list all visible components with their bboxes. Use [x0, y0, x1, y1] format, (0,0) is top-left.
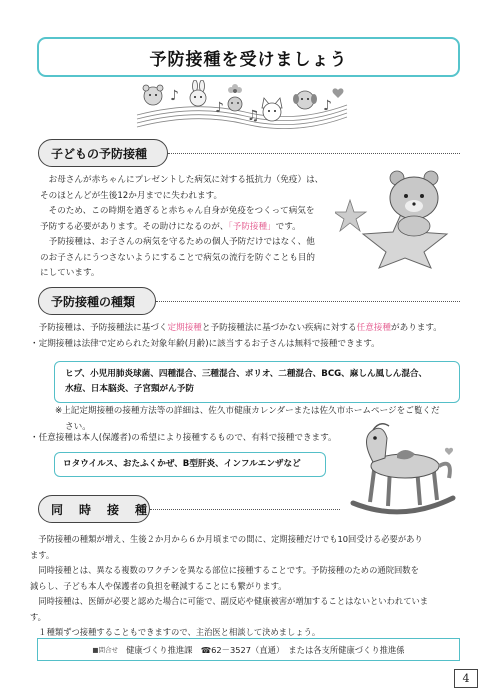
contact-text: 健康づくり推進課 ☎62－3527（直通） または各支所健康づくり推進係 [126, 644, 405, 655]
music-animals-illustration [135, 80, 350, 135]
section3-line: す。 [30, 611, 46, 622]
nin-vaccine-list: ロタウイルス、おたふくかぜ、B型肝炎、インフルエンザなど [54, 452, 326, 477]
heart-icon [443, 446, 455, 458]
small-bear-icon [228, 97, 242, 111]
section1-line: そのため、この時期を過ぎると赤ちゃん自身が免疫をつくって病気を [40, 206, 315, 216]
section1-line: 予防接種は、お子さんの病気を守るための個人予防だけではなく、他 [40, 237, 315, 247]
flower-icon [228, 84, 242, 93]
rocking-horse-illustration [345, 418, 460, 518]
section1-line: のお子さんにうつさないようにすることで病気の流行を防ぐことも目的 [40, 252, 316, 263]
section1-body [40, 173, 323, 282]
section1-line: にしています。 [40, 268, 100, 278]
page-title: 予防接種を受けましょう [149, 49, 348, 70]
section2-body [30, 321, 442, 352]
section2-line: ・定期接種は法律で定められた対象年齢(月齢)に該当するお子さんは無料で接種できます。 [30, 338, 380, 349]
section3-line: 同時接種は、医師が必要と認めた場合に可能で、副反応や健康被害が増加することはないといわれていま [30, 596, 429, 606]
section-divider [150, 509, 340, 510]
section1-line: そのほとんどが生後12か月までに失われます。 [40, 190, 223, 201]
bear-on-star-illustration [335, 160, 460, 270]
section3-line: 減らし、子ども本人や保護者の負担を軽減することにも繋がります。 [30, 580, 287, 591]
section1-line: 予防する必要があります。その助けになるのが、「予防接種」です。 [40, 221, 301, 232]
svg-text:♪: ♪ [323, 98, 332, 114]
section3-line: 同時接種とは、異なる複数のワクチンを異なる部位に接種することです。予防接種のための通院回数を [30, 565, 419, 575]
heart-icon [333, 88, 344, 98]
dog-icon [293, 91, 317, 109]
svg-text:♪: ♪ [170, 88, 179, 104]
small-star-icon [335, 200, 366, 231]
contact-label: ■問合せ [92, 646, 119, 654]
page-title-box [37, 37, 460, 77]
section-heading-types: 予防接種の種類 [38, 287, 156, 315]
section-divider [156, 301, 460, 302]
section1-line: お母さんが赤ちゃんにプレゼントした病気に対する抵抗力（免疫）は、 [40, 175, 324, 185]
section-heading-children: 子どもの予防接種 [38, 139, 168, 167]
section-heading-simultaneous: 同 時 接 種 [38, 495, 150, 523]
section2-line: 予防接種は、予防接種法に基づく定期接種と予防接種法に基づかない疾病に対する任意接種があります。 [30, 323, 442, 333]
bear-icon [143, 85, 163, 105]
section2-nin-line: ・任意接種は本人(保護者)の希望により接種するもので、有料で接種できます。 [30, 433, 337, 443]
teiki-vaccine-list: ヒブ、小児用肺炎球菌、四種混合、三種混合、ポリオ、二種混合、BCG、麻しん風しん混合、 水痘、日本脳炎、子宮頸がん予防 [54, 361, 460, 403]
section3-body [30, 532, 428, 641]
svg-text:♫: ♫ [247, 108, 260, 124]
contact-footer [37, 638, 460, 661]
svg-text:♪: ♪ [215, 100, 224, 116]
section3-line: 予防接種の種類が増え、生後２か月から６か月頃までの間に、定期接種だけでも10回受ける必要があり [30, 534, 423, 544]
page-number: 4 [454, 669, 478, 688]
cat-icon [262, 98, 282, 121]
section3-line: １種類ずつ接種することもできますので、主治医と相談して決めましょう。 [30, 627, 321, 637]
section2-note: ※上記定期接種の接種方法等の詳細は、佐久市健康カレンダーまたは佐久市ホームページをご覧くだ さい。 [55, 406, 440, 432]
rabbit-icon [190, 80, 206, 106]
section-divider [168, 153, 460, 154]
section3-line: ます。 [30, 549, 55, 560]
